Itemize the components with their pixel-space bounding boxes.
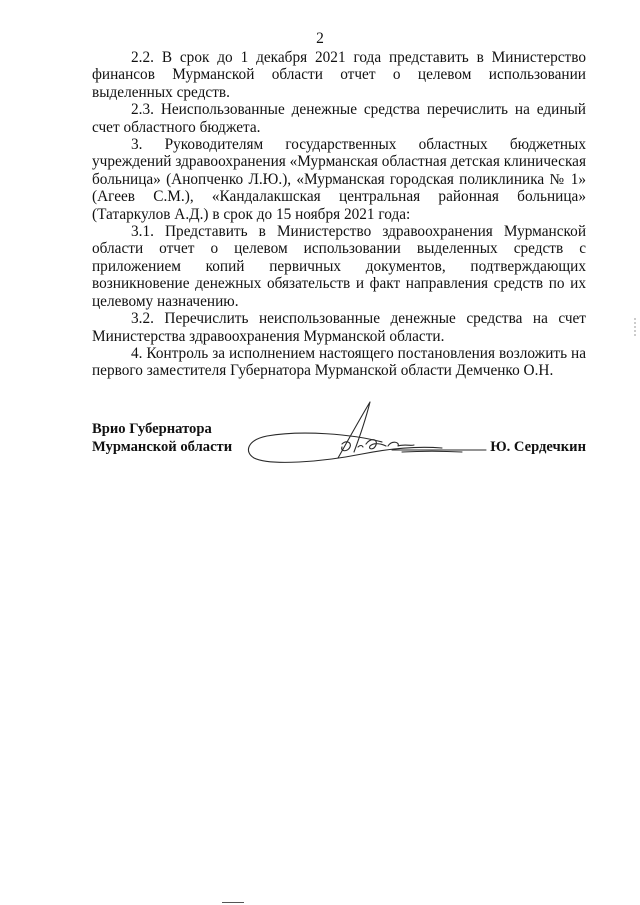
signatory-name: Ю. Сердечкин [490, 439, 586, 455]
handwritten-signature [242, 400, 492, 480]
page-number: 2 [316, 30, 324, 47]
signatory-title [92, 420, 232, 456]
signatory-title-line-2: Мурманской области [92, 439, 233, 455]
edge-mark [633, 318, 637, 338]
paragraph-3: 3. Руководителям государственных областных бюджетных учреждений здравоохранения «Мурманская областная детская клиническая больница» (Анопченко Л.Ю.), «Мурманская городская поликлиника № 1» (Агеев С.М.), «Кандалакшская центральная районная больница» (Татаркулов А.Д.) в срок до 15 ноября 2021 года: [92, 136, 586, 223]
paragraph-2-2: 2.2. В срок до 1 декабря 2021 года представить в Министерство финансов Мурманской области отчет о целевом использовании выделенных средств. [92, 49, 586, 101]
document-body [92, 49, 586, 380]
signatory-title-line-1: Врио Губернатора [92, 421, 212, 437]
signature-block [92, 400, 586, 480]
paragraph-3-2: 3.2. Перечислить неиспользованные денежные средства на счет Министерства здравоохранения Мурманской области. [92, 310, 586, 345]
footer-mark [222, 901, 244, 904]
paragraph-2-3: 2.3. Неиспользованные денежные средства перечислить на единый счет областного бюджета. [92, 101, 586, 136]
paragraph-4: 4. Контроль за исполнением настоящего постановления возложить на первого заместителя Губернатора Мурманской области Демченко О.Н. [92, 344, 586, 380]
paragraph-3-1: 3.1. Представить в Министерство здравоохранения Мурманской области отчет о целевом использовании выделенных средств с приложением копий первичных документов, подтверждающих возникновение денежных обязательств и факт направления средств по их целевому назначению. [92, 223, 586, 310]
